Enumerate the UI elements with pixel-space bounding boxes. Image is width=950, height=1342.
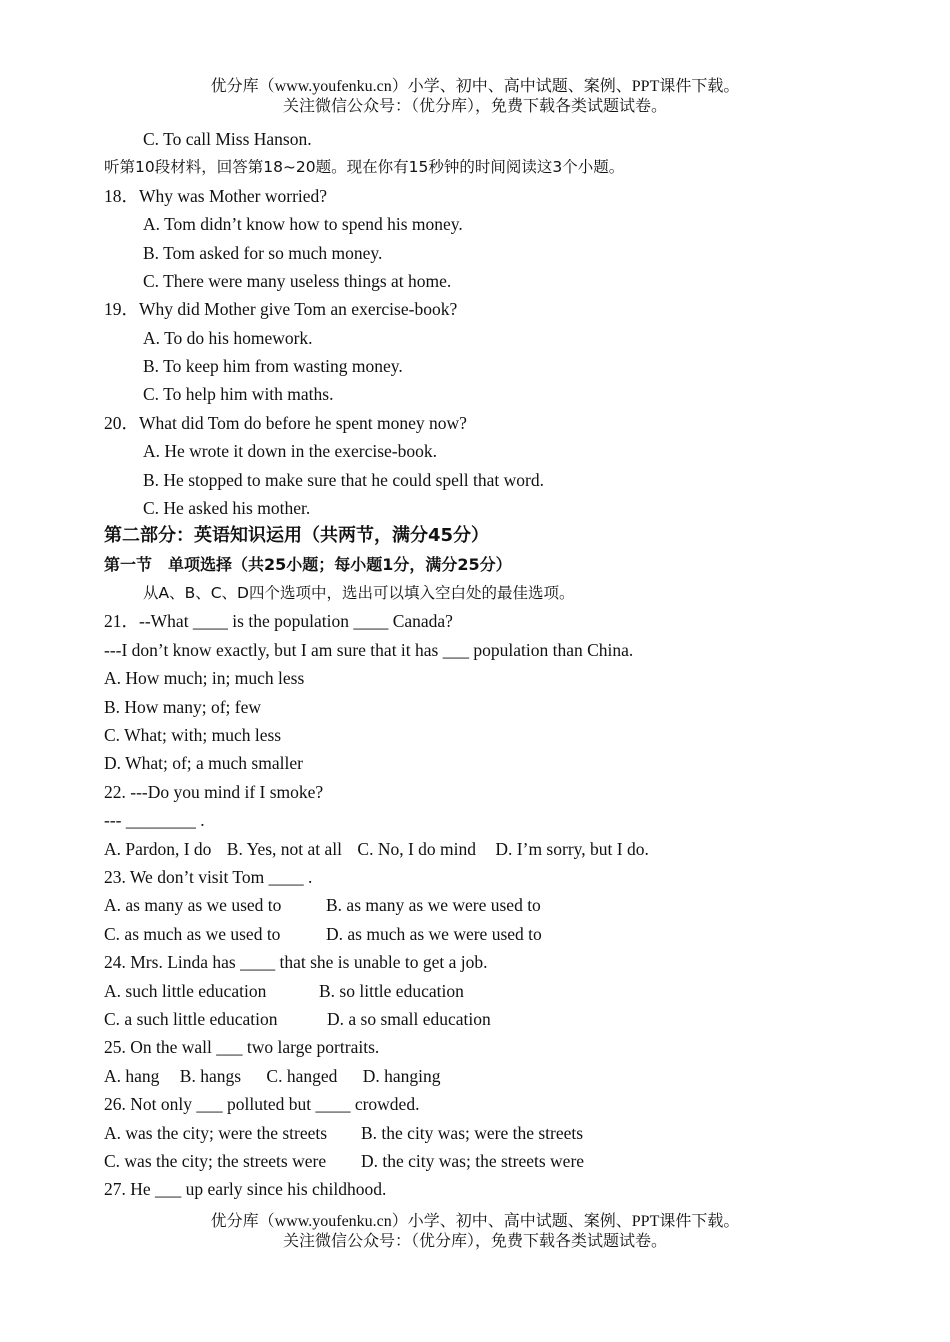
q21-option-d: D. What; of; a much smaller bbox=[104, 753, 303, 773]
header-line-1: 优分库（www.youfenku.cn）小学、初中、高中试题、案例、PPT课件下载。 bbox=[210, 78, 740, 95]
q26-option-a: A. was the city; were the streets bbox=[104, 1123, 328, 1143]
q25-option-a: A. hang bbox=[104, 1066, 160, 1086]
q24-option-b: B. so little education bbox=[319, 981, 464, 1001]
q24-option-c: C. a such little education bbox=[104, 1009, 278, 1029]
q26-stem: 26. Not only ___ polluted but ____ crowded. bbox=[104, 1094, 420, 1114]
q25-options bbox=[104, 1065, 441, 1087]
q25-option-d: D. hanging bbox=[362, 1066, 441, 1086]
section1-instruction: 从A、B、C、D四个选项中，选出可以填入空白处的最佳选项。 bbox=[143, 584, 575, 602]
section1-title: 第一节 单项选择（共25小题；每小题1分，满分25分） bbox=[104, 555, 512, 574]
q21-option-b: B. How many; of; few bbox=[104, 697, 261, 717]
q21-option-a: A. How much; in; much less bbox=[104, 668, 305, 688]
q17-option-c: C. To call Miss Hanson. bbox=[143, 129, 312, 149]
q23-option-d: D. as much as we were used to bbox=[326, 924, 542, 944]
q22-options bbox=[104, 838, 649, 860]
q20-stem: 20．What did Tom do before he spent money now? bbox=[104, 413, 467, 433]
q26-option-c: C. was the city; the streets were bbox=[104, 1151, 327, 1171]
q27-stem: 27. He ___ up early since his childhood. bbox=[104, 1179, 387, 1199]
q23-stem: 23. We don’t visit Tom ____ . bbox=[104, 867, 313, 887]
q22-option-b: B. Yes, not at all bbox=[226, 839, 343, 859]
q26-option-b: B. the city was; were the streets bbox=[361, 1123, 584, 1143]
q22-option-d: D. I’m sorry, but I do. bbox=[495, 839, 649, 859]
footer-line-1: 优分库（www.youfenku.cn）小学、初中、高中试题、案例、PPT课件下载。 bbox=[210, 1213, 740, 1230]
q22-stem-reply: --- ________ . bbox=[104, 810, 205, 830]
q21-option-c: C. What; with; much less bbox=[104, 725, 282, 745]
q18-option-b: B. Tom asked for so much money. bbox=[143, 243, 383, 263]
page-footer bbox=[0, 1212, 950, 1252]
q24-option-d: D. a so small education bbox=[327, 1009, 491, 1029]
q22-stem: 22. ---Do you mind if I smoke? bbox=[104, 782, 324, 802]
q19-option-a: A. To do his homework. bbox=[143, 328, 313, 348]
q18-option-a: A. Tom didn’t know how to spend his money. bbox=[143, 214, 463, 234]
q24-stem: 24. Mrs. Linda has ____ that she is unable to get a job. bbox=[104, 952, 488, 972]
q25-option-c: C. hanged bbox=[266, 1066, 338, 1086]
q22-option-a: A. Pardon, I do bbox=[104, 839, 212, 859]
q20-option-b: B. He stopped to make sure that he could spell that word. bbox=[143, 470, 544, 490]
q26-option-d: D. the city was; the streets were bbox=[361, 1151, 585, 1171]
q19-option-b: B. To keep him from wasting money. bbox=[143, 356, 403, 376]
q22-option-c: C. No, I do mind bbox=[357, 839, 477, 859]
part2-title: 第二部分：英语知识运用（共两节，满分45分） bbox=[104, 525, 490, 546]
footer-line-2: 关注微信公众号：（优分库），免费下载各类试题试卷。 bbox=[282, 1233, 667, 1250]
q21-stem-reply: ---I don’t know exactly, but I am sure that it has ___ population than China. bbox=[104, 640, 634, 660]
q19-option-c: C. To help him with maths. bbox=[143, 384, 334, 404]
q24-option-a: A. such little education bbox=[104, 981, 267, 1001]
q18-stem: 18．Why was Mother worried? bbox=[104, 186, 328, 206]
q23-option-b: B. as many as we were used to bbox=[326, 895, 541, 915]
listening-instruction: 听第10段材料，回答第18~20题。现在你有15秒钟的时间阅读这3个小题。 bbox=[104, 158, 625, 176]
header-line-2: 关注微信公众号：（优分库），免费下载各类试题试卷。 bbox=[282, 98, 667, 115]
q23-option-a: A. as many as we used to bbox=[104, 895, 282, 915]
q18-option-c: C. There were many useless things at home. bbox=[143, 271, 452, 291]
q20-option-a: A. He wrote it down in the exercise-book. bbox=[143, 441, 438, 461]
q25-option-b: B. hangs bbox=[179, 1066, 242, 1086]
q20-option-c: C. He asked his mother. bbox=[143, 498, 311, 518]
q25-stem: 25. On the wall ___ two large portraits. bbox=[104, 1037, 380, 1057]
q23-option-c: C. as much as we used to bbox=[104, 924, 281, 944]
q21-stem: 21．--What ____ is the population ____ Canada? bbox=[104, 611, 453, 631]
q19-stem: 19．Why did Mother give Tom an exercise-book? bbox=[104, 299, 458, 319]
page-header bbox=[0, 77, 950, 117]
